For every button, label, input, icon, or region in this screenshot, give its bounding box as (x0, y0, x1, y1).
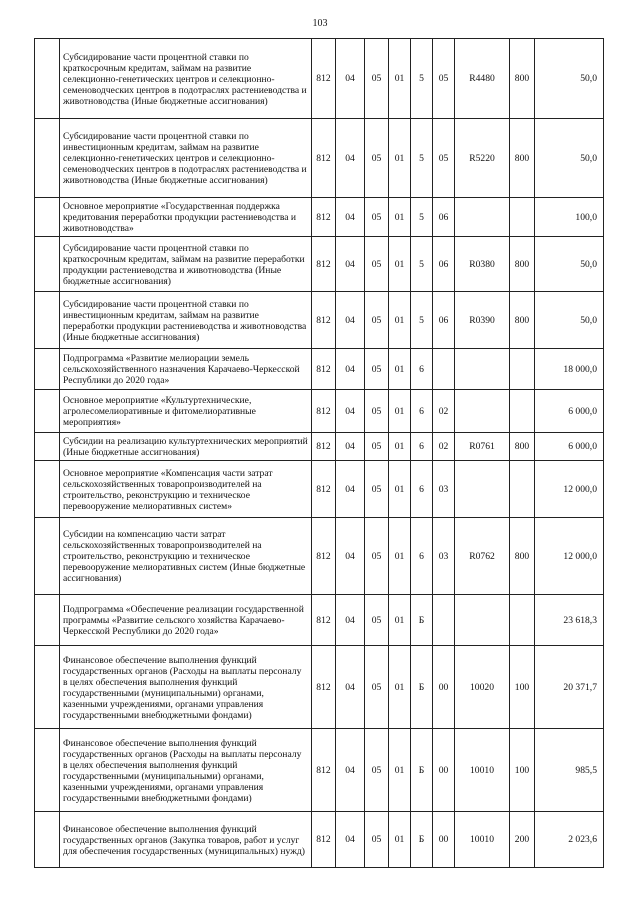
code-cell-c8: 800 (510, 119, 535, 198)
code-cell-c3: 05 (365, 729, 389, 812)
code-cell-c6: 03 (433, 461, 455, 518)
code-cell-c6: 02 (433, 433, 455, 461)
code-cell-c2: 04 (336, 461, 365, 518)
amount-cell: 50,0 (535, 292, 604, 349)
code-cell-c6 (433, 595, 455, 646)
budget-table (34, 38, 604, 868)
code-cell-c3: 05 (365, 119, 389, 198)
table-row (35, 39, 604, 119)
code-cell-c7: 10010 (455, 729, 510, 812)
expense-name-cell: Субсидии на реализацию культуртехнических мероприятий (Иные бюджетные ассигнования) (60, 433, 312, 461)
amount-cell: 12 000,0 (535, 518, 604, 595)
code-cell-c4: 01 (389, 729, 411, 812)
code-cell-c4: 01 (389, 292, 411, 349)
code-cell-c3: 05 (365, 518, 389, 595)
code-cell-c6: 05 (433, 119, 455, 198)
code-cell-c5: 5 (411, 39, 433, 119)
code-cell-c8 (510, 198, 535, 237)
code-cell-c7: R4480 (455, 39, 510, 119)
expense-name-cell: Основное мероприятие «Культуртехнические, агролесомелиоративные и фитомелиоративные мероприятия» (60, 390, 312, 433)
code-cell-c1: 812 (312, 349, 336, 390)
code-cell-c1: 812 (312, 461, 336, 518)
row-index-cell (35, 646, 60, 729)
code-cell-c4: 01 (389, 433, 411, 461)
code-cell-c6: 03 (433, 518, 455, 595)
code-cell-c1: 812 (312, 237, 336, 292)
code-cell-c1: 812 (312, 812, 336, 868)
row-index-cell (35, 390, 60, 433)
code-cell-c2: 04 (336, 595, 365, 646)
code-cell-c3: 05 (365, 461, 389, 518)
code-cell-c2: 04 (336, 646, 365, 729)
expense-name-cell: Подпрограмма «Развитие мелиорации земель сельскохозяйственного назначения Карачаево-Черкесской Республики до 2020 года» (60, 349, 312, 390)
code-cell-c5: 5 (411, 198, 433, 237)
code-cell-c8: 800 (510, 39, 535, 119)
code-cell-c8: 800 (510, 292, 535, 349)
code-cell-c4: 01 (389, 39, 411, 119)
code-cell-c1: 812 (312, 292, 336, 349)
table-row (35, 595, 604, 646)
code-cell-c5: 6 (411, 349, 433, 390)
expense-name-cell: Подпрограмма «Обеспечение реализации государственной программы «Развитие сельского хозяйства Карачаево-Черкесской Республики до 2020 года» (60, 595, 312, 646)
code-cell-c6: 06 (433, 198, 455, 237)
amount-cell: 20 371,7 (535, 646, 604, 729)
code-cell-c3: 05 (365, 237, 389, 292)
expense-name-cell: Основное мероприятие «Государственная поддержка кредитования переработки продукции растениеводства и животноводства» (60, 198, 312, 237)
code-cell-c5: Б (411, 595, 433, 646)
code-cell-c6: 00 (433, 646, 455, 729)
expense-name-cell: Субсидирование части процентной ставки по инвестиционным кредитам, займам на развитие селекционно-генетических центров и селекционно-семеноводческих центров в подотраслях растениеводства и животноводства (Иные бюджетные ассигнования) (60, 119, 312, 198)
code-cell-c5: 5 (411, 237, 433, 292)
code-cell-c8 (510, 595, 535, 646)
amount-cell: 50,0 (535, 39, 604, 119)
code-cell-c1: 812 (312, 729, 336, 812)
code-cell-c2: 04 (336, 198, 365, 237)
code-cell-c8 (510, 349, 535, 390)
code-cell-c7: R0761 (455, 433, 510, 461)
code-cell-c6: 00 (433, 729, 455, 812)
code-cell-c4: 01 (389, 812, 411, 868)
row-index-cell (35, 812, 60, 868)
code-cell-c3: 05 (365, 39, 389, 119)
code-cell-c7 (455, 349, 510, 390)
row-index-cell (35, 518, 60, 595)
code-cell-c7: 10010 (455, 812, 510, 868)
code-cell-c4: 01 (389, 237, 411, 292)
code-cell-c1: 812 (312, 433, 336, 461)
row-index-cell (35, 237, 60, 292)
code-cell-c3: 05 (365, 812, 389, 868)
row-index-cell (35, 595, 60, 646)
amount-cell: 2 023,6 (535, 812, 604, 868)
code-cell-c8 (510, 390, 535, 433)
amount-cell: 6 000,0 (535, 390, 604, 433)
expense-name-cell: Финансовое обеспечение выполнения функций государственных органов (Расходы на выплаты персоналу в целях обеспечения выполнения функций государственными (муниципальными) органами, казенными учреждениями, органами управления государственными внебюджетными фондами) (60, 729, 312, 812)
amount-cell: 50,0 (535, 237, 604, 292)
table-row (35, 349, 604, 390)
code-cell-c5: 6 (411, 433, 433, 461)
amount-cell: 23 618,3 (535, 595, 604, 646)
row-index-cell (35, 349, 60, 390)
code-cell-c7 (455, 595, 510, 646)
table-row (35, 518, 604, 595)
code-cell-c8: 800 (510, 237, 535, 292)
code-cell-c3: 05 (365, 292, 389, 349)
code-cell-c2: 04 (336, 518, 365, 595)
expense-name-cell: Субсидирование части процентной ставки по инвестиционным кредитам, займам на развитие переработки продукции растениеводства и животноводства (Иные бюджетные ассигнования) (60, 292, 312, 349)
amount-cell: 6 000,0 (535, 433, 604, 461)
amount-cell: 18 000,0 (535, 349, 604, 390)
code-cell-c5: Б (411, 646, 433, 729)
code-cell-c1: 812 (312, 198, 336, 237)
code-cell-c4: 01 (389, 390, 411, 433)
row-index-cell (35, 39, 60, 119)
page-number: 103 (312, 18, 328, 29)
row-index-cell (35, 461, 60, 518)
table-row (35, 292, 604, 349)
row-index-cell (35, 119, 60, 198)
amount-cell: 12 000,0 (535, 461, 604, 518)
code-cell-c3: 05 (365, 198, 389, 237)
code-cell-c8: 100 (510, 729, 535, 812)
code-cell-c5: 6 (411, 518, 433, 595)
code-cell-c4: 01 (389, 461, 411, 518)
code-cell-c7: 10020 (455, 646, 510, 729)
code-cell-c1: 812 (312, 39, 336, 119)
amount-cell: 100,0 (535, 198, 604, 237)
code-cell-c5: 6 (411, 461, 433, 518)
code-cell-c6: 00 (433, 812, 455, 868)
expense-name-cell: Субсидирование части процентной ставки по краткосрочным кредитам, займам на развитие селекционно-генетических центров и селекционно-семеноводческих центров в подотраслях растениеводства и животноводства (Иные бюджетные ассигнования) (60, 39, 312, 119)
table-row (35, 237, 604, 292)
code-cell-c3: 05 (365, 349, 389, 390)
code-cell-c6: 05 (433, 39, 455, 119)
code-cell-c6: 02 (433, 390, 455, 433)
expense-name-cell: Финансовое обеспечение выполнения функций государственных органов (Закупка товаров, работ и услуг для обеспечения государственных (муниципальных) нужд) (60, 812, 312, 868)
code-cell-c6: 06 (433, 237, 455, 292)
code-cell-c3: 05 (365, 646, 389, 729)
code-cell-c4: 01 (389, 349, 411, 390)
code-cell-c2: 04 (336, 119, 365, 198)
code-cell-c7 (455, 390, 510, 433)
code-cell-c5: 6 (411, 390, 433, 433)
code-cell-c5: 5 (411, 292, 433, 349)
code-cell-c7: R0380 (455, 237, 510, 292)
table-row (35, 390, 604, 433)
code-cell-c2: 04 (336, 729, 365, 812)
row-index-cell (35, 729, 60, 812)
expense-name-cell: Субсидирование части процентной ставки по краткосрочным кредитам, займам на развитие переработки продукции растениеводства и животноводства (Иные бюджетные ассигнования) (60, 237, 312, 292)
table-row (35, 119, 604, 198)
code-cell-c8 (510, 461, 535, 518)
code-cell-c5: Б (411, 729, 433, 812)
code-cell-c2: 04 (336, 390, 365, 433)
code-cell-c4: 01 (389, 198, 411, 237)
code-cell-c5: 5 (411, 119, 433, 198)
code-cell-c4: 01 (389, 595, 411, 646)
code-cell-c1: 812 (312, 518, 336, 595)
table-row (35, 646, 604, 729)
code-cell-c5: Б (411, 812, 433, 868)
code-cell-c6: 06 (433, 292, 455, 349)
code-cell-c2: 04 (336, 349, 365, 390)
code-cell-c2: 04 (336, 433, 365, 461)
expense-name-cell: Основное мероприятие «Компенсация части затрат сельскохозяйственных товаропроизводителей на строительство, реконструкцию и техническое перевооружение мелиоративных систем» (60, 461, 312, 518)
code-cell-c7: R0762 (455, 518, 510, 595)
code-cell-c7: R0390 (455, 292, 510, 349)
code-cell-c3: 05 (365, 390, 389, 433)
code-cell-c8: 200 (510, 812, 535, 868)
row-index-cell (35, 433, 60, 461)
code-cell-c6 (433, 349, 455, 390)
code-cell-c7 (455, 461, 510, 518)
code-cell-c4: 01 (389, 518, 411, 595)
code-cell-c2: 04 (336, 292, 365, 349)
amount-cell: 985,5 (535, 729, 604, 812)
code-cell-c3: 05 (365, 595, 389, 646)
code-cell-c2: 04 (336, 812, 365, 868)
expense-name-cell: Субсидии на компенсацию части затрат сельскохозяйственных товаропроизводителей на строительство, реконструкцию и техническое перевооружение мелиоративных систем (Иные бюджетные ассигнования) (60, 518, 312, 595)
code-cell-c4: 01 (389, 646, 411, 729)
code-cell-c4: 01 (389, 119, 411, 198)
code-cell-c8: 100 (510, 646, 535, 729)
code-cell-c8: 800 (510, 433, 535, 461)
row-index-cell (35, 292, 60, 349)
table-row (35, 433, 604, 461)
amount-cell: 50,0 (535, 119, 604, 198)
table-row (35, 198, 604, 237)
code-cell-c2: 04 (336, 237, 365, 292)
code-cell-c1: 812 (312, 390, 336, 433)
code-cell-c1: 812 (312, 646, 336, 729)
table-row (35, 729, 604, 812)
code-cell-c3: 05 (365, 433, 389, 461)
table-row (35, 461, 604, 518)
code-cell-c1: 812 (312, 119, 336, 198)
row-index-cell (35, 198, 60, 237)
table-row (35, 812, 604, 868)
code-cell-c2: 04 (336, 39, 365, 119)
code-cell-c1: 812 (312, 595, 336, 646)
expense-name-cell: Финансовое обеспечение выполнения функций государственных органов (Расходы на выплаты персоналу в целях обеспечения выполнения функций государственными (муниципальными) органами, казенными учреждениями, органами управления государственными внебюджетными фондами) (60, 646, 312, 729)
code-cell-c8: 800 (510, 518, 535, 595)
code-cell-c7 (455, 198, 510, 237)
code-cell-c7: R5220 (455, 119, 510, 198)
